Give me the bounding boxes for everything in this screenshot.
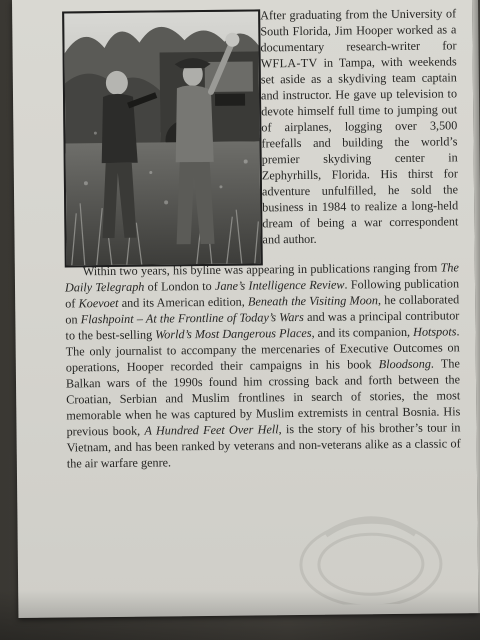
bio-text-run: of London to: [144, 278, 216, 294]
book-title: Beneath the Visiting Moon: [247, 293, 379, 309]
publication-title: The Daily Telegraph: [64, 260, 459, 295]
bio-side-seg1: After graduating from the University of South Florida, Jim Hooper worked as a documentary research-writer for: [260, 6, 457, 55]
bio-text-run: , and its companion,: [311, 324, 414, 340]
book-title: Flashpoint – At the Frontline of Today’s Wars: [80, 309, 304, 327]
book-title: Hotspots: [413, 324, 457, 339]
page-edge: [472, 0, 480, 613]
bio-text-run: , he collaborated on: [65, 292, 460, 327]
page-shadow: [0, 590, 480, 640]
bio-side-text: [260, 5, 459, 247]
bio-text-run: . The Balkan wars of the 1990s found him crossing back and forth between the Croatian, Serbian and Muslim frontlines in search of stories, the most memorable when he was captured by Muslim extremists in central Bosnia. His previous book,: [65, 356, 461, 439]
bio-text-run: and was a principal contributor to the best-selling: [65, 308, 460, 343]
bio-text-run: . The only journalist to accompany the mercenaries of Executive Outcomes on operations, Hooper recorded their campaigns in his book: [65, 324, 460, 375]
bio-main-text: [65, 259, 461, 471]
publication-title: Jane’s Intelligence Review: [214, 277, 345, 293]
bio-text-run: . Following publication of: [65, 276, 460, 311]
book-title: World’s Most Dangerous Places: [155, 325, 312, 342]
bio-main-paragraph: [65, 259, 461, 471]
book-title: Bloodsong: [378, 356, 431, 372]
book-page: [12, 0, 478, 618]
book-title: A Hundred Feet Over Hell: [144, 422, 279, 438]
book-title: Koevoet: [78, 295, 119, 311]
bio-text-run: , is the story of his brother’s tour in Vietnam, and has been ranked by veterans and non-veterans alike as a classic of the air warfare genre.: [66, 420, 461, 471]
author-photo-icon: [64, 11, 261, 265]
author-photo: [62, 9, 263, 267]
bio-side-seg2: in Tampa, with weekends set aside as a skydiving team captain and instructor. He gave up television to devote himself full time to jumping out of airplanes, logging over 3,500 freefalls and building the world’s premier skydiving center in Zephyrhills, Florida. His thirst for adventure unfulfilled, he sold the business in 1984 to realize a long-held dream of being a war correspondent and author.: [260, 54, 459, 247]
bio-text-run: and its American edition,: [118, 294, 249, 310]
bio-text-run: Within two years, his byline was appearing in publications ranging from: [82, 260, 441, 279]
tv-station-name: WFLA-TV: [260, 55, 318, 71]
faded-seal-watermark: [285, 493, 456, 605]
bio-side-paragraph: [260, 5, 459, 247]
